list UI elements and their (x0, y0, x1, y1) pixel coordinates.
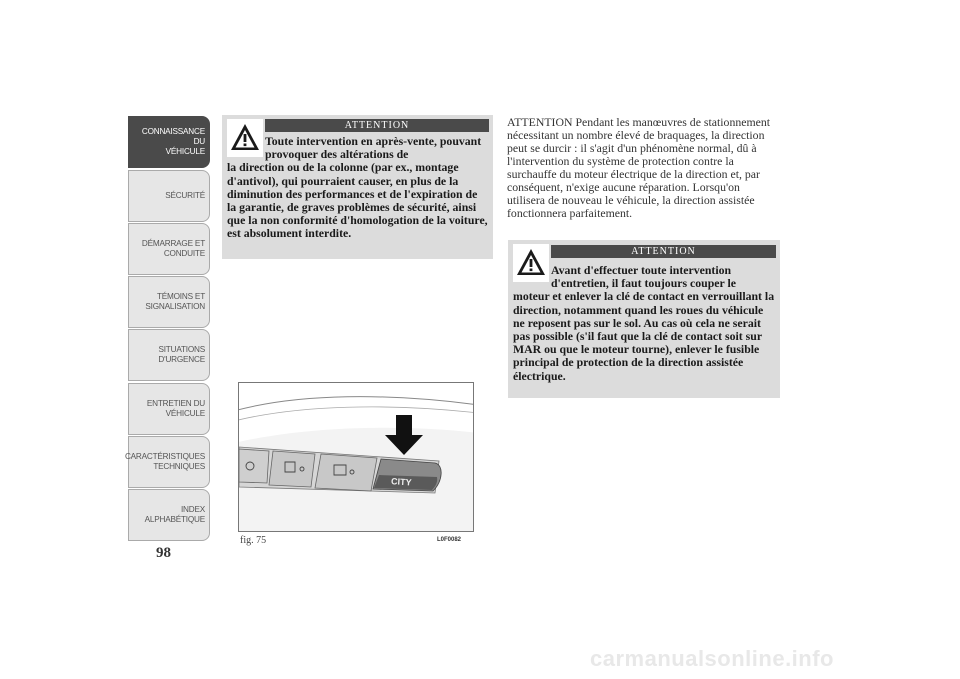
tab-label: DÉMARRAGE ET CONDUITE (141, 239, 205, 258)
dashboard-illustration (239, 383, 474, 532)
figure-city-button (238, 382, 474, 532)
warning-text-indent: Avant d'effectuer toute intervention d'entretien, il faut toujours couper le (551, 263, 737, 291)
warning-text-indent: Toute intervention en après-vente, pouvant provoquer des altérations de (265, 134, 482, 162)
tab-label: SÉCURITÉ (165, 191, 205, 200)
warning-text-rest: la direction ou de la colonne (par ex., montage d'antivol), qui pourraient causer, en plus de la diminution des performances et de l'expiration de la garantie, de graves problèmes de sécurité, ainsi que la non conformité d'homologation de la voiture, est absolument interdite. (227, 160, 488, 241)
tab-entretien-du-vehicule[interactable] (128, 383, 210, 435)
warning-text (513, 264, 777, 383)
warning-box-steering (222, 115, 493, 259)
tab-temoins-et-signalisation[interactable] (128, 276, 210, 328)
tab-label: TÉMOINS ET SIGNALISATION (145, 292, 205, 311)
watermark: carmanualsonline.info (590, 646, 834, 671)
tab-label: SITUATIONS D'URGENCE (158, 345, 205, 364)
city-button-label: CITY (390, 476, 412, 488)
tab-connaissance-du-vehicule[interactable] (128, 116, 210, 168)
tab-demarrage-et-conduite[interactable] (128, 223, 210, 275)
page-number: 98 (156, 545, 171, 561)
tab-label: CARACTÉRISTIQUES TECHNIQUES (124, 452, 205, 471)
tab-label: CONNAISSANCE DU VÉHICULE (141, 127, 205, 156)
warning-title: ATTENTION (265, 119, 489, 132)
tab-index-alphabetique[interactable] (128, 489, 210, 541)
tab-situations-d-urgence[interactable] (128, 329, 210, 381)
warning-title: ATTENTION (551, 245, 776, 258)
warning-box-maintenance (508, 240, 780, 398)
tab-label: ENTRETIEN DU VÉHICULE (146, 399, 205, 418)
figure-code: L0F0082 (437, 537, 462, 543)
warning-text-rest: moteur et enlever la clé de contact en verrouillant la direction, notamment quand les roues du véhicule ne reposent pas sur le sol. Au cas où cela ne serait pas possible (s'il faut que la clé de contact soit sur MAR ou que le moteur tourne), enlever le fusible principal de protection de la direction assistée électrique. (513, 289, 775, 383)
tab-label: INDEX ALPHABÉTIQUE (144, 505, 205, 524)
figure-caption: fig. 75 (240, 535, 267, 546)
tab-securite[interactable] (128, 170, 210, 222)
warning-text (227, 135, 489, 241)
tab-caracteristiques-techniques[interactable] (124, 436, 210, 488)
body-paragraph: ATTENTION Pendant les manœuvres de stationnement nécessitant un nombre élevé de braquages, la direction peut se durcir : il s'agit d'un phénomène normal, dû à l'intervention du système de protection contre la surchauffe du moteur électrique de la direction et, par conséquent, n'exige aucune réparation. Lorsqu'on utilisera de nouveau le véhicule, la direction assistée fonctionnera parfaitement. (507, 115, 771, 220)
